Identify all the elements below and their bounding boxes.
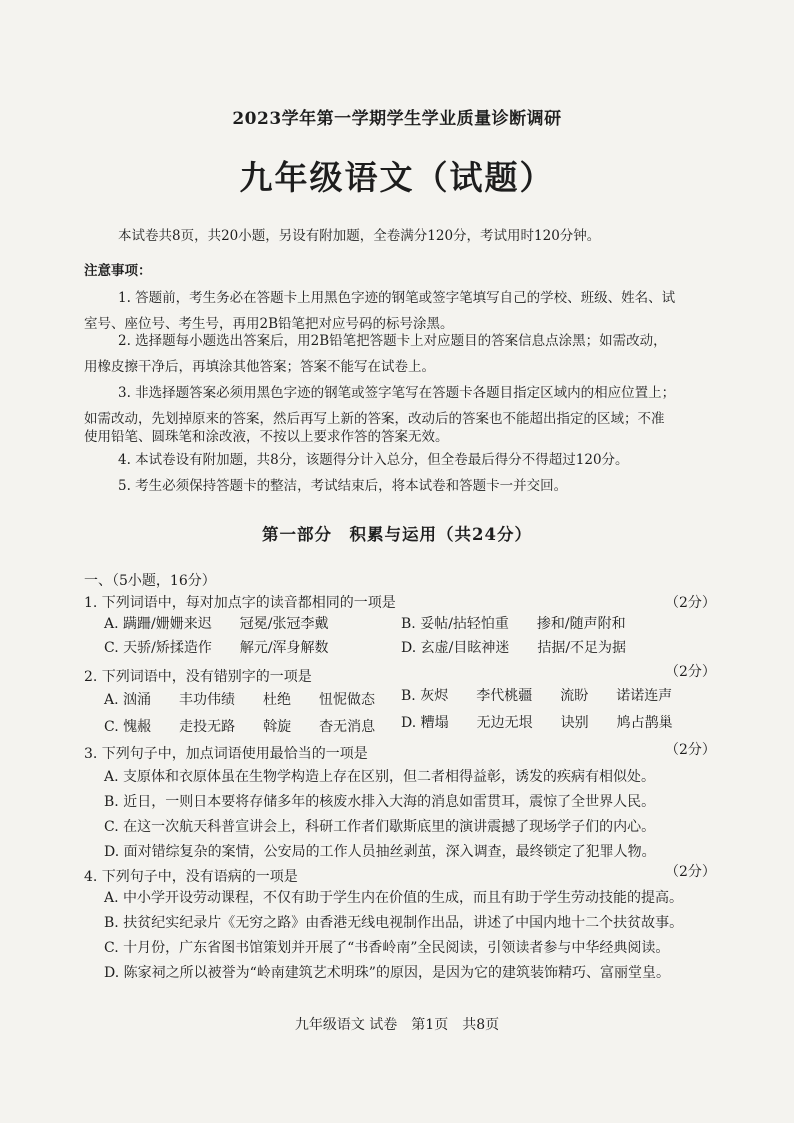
notice-line: 用橡皮擦干净后，再填涂其他答案；答案不能写在试卷上。 (84, 359, 435, 375)
notice-line: 3. 非选择题答案必须用黑色字迹的钢笔或签字笔写在答题卡各题目指定区域内的相应位置上； (118, 385, 676, 401)
notice-line: 5. 考生必须保持答题卡的整洁，考试结束后，将本试卷和答题卡一并交回。 (118, 478, 568, 494)
option-c: C. 十月份，广东省图书馆策划并开展了“书香岭南”全民阅读，引领读者参与中华经典阅读。 (104, 940, 670, 956)
exam-subtitle: 2023学年第一学期学生学业质量诊断调研 (232, 109, 562, 129)
exam-intro: 本试卷共8页，共20小题，另设有附加题，全卷满分120分，考试用时120分钟。 (118, 228, 601, 244)
option-d: D. 面对错综复杂的案情，公安局的工作人员抽丝剥茧，深入调查，最终锁定了犯罪人物。 (104, 844, 656, 860)
option-a: A. 支原体和衣原体虽在生物学构造上存在区别，但二者相得益彰，诱发的疾病有相似处。 (104, 769, 656, 785)
part-header: 一、（5小题，16分） (84, 573, 216, 589)
option-a: A. 汹涌 丰功伟绩 杜绝 忸怩做态 (104, 692, 376, 708)
option-c: C. 在这一次航天科普宣讲会上，科研工作者们歇斯底里的演讲震撼了现场学子们的内心。 (104, 819, 656, 835)
option-d: D. 陈家祠之所以被誉为“岭南建筑艺术明珠”的原因，是因为它的建筑装饰精巧、富丽堂皇。 (104, 965, 670, 981)
option-b: B. 扶贫纪实纪录片《无穷之路》由香港无线电视制作出品，讲述了中国内地十二个扶贫故事。 (104, 915, 684, 931)
notice-line: 室号、座位号、考生号，再用2B铅笔把对应号码的标号涂黑。 (84, 316, 454, 332)
notice-line: 1. 答题前，考生务必在答题卡上用黑色字迹的钢笔或签字笔填写自己的学校、班级、姓名、试 (118, 290, 676, 306)
question-stem: 2. 下列词语中，没有错别字的一项是 (84, 669, 312, 685)
page-footer: 九年级语文 试卷 第1页 共8页 (294, 1017, 500, 1033)
notice-line: 如需改动，先划掉原来的答案，然后再写上新的答案，改动后的答案也不能超出指定的区域；不准 (84, 411, 665, 427)
notice-heading: 注意事项： (84, 263, 152, 279)
question-score: （2分） (665, 864, 716, 880)
option-d: D. 玄虚/目眩神迷 拮据/不足为据 (401, 640, 627, 656)
question-stem: 3. 下列句子中，加点词语使用最恰当的一项是 (84, 746, 368, 762)
question-stem: 1. 下列词语中，每对加点字的读音都相同的一项是 (84, 595, 396, 611)
option-b: B. 妥帖/拈轻怕重 掺和/随声附和 (401, 616, 626, 632)
question-stem: 4. 下列句子中，没有语病的一项是 (84, 869, 298, 885)
option-c: C. 愧赧 走投无路 斡旋 杳无消息 (104, 719, 376, 735)
section-title: 第一部分 积累与运用（共24分） (262, 525, 532, 544)
question-score: （2分） (665, 742, 716, 758)
option-a: A. 蹒跚/姗姗来迟 冠冕/张冠李戴 (104, 616, 329, 632)
option-b: B. 灰烬 李代桃疆 流盼 诺诺连声 (401, 688, 673, 704)
option-a: A. 中小学开设劳动课程，不仅有助于学生内在价值的生成，而且有助于学生劳动技能的提高。 (104, 890, 684, 906)
question-score: （2分） (665, 664, 716, 680)
question-score: （2分） (665, 595, 716, 611)
notice-line: 使用铅笔、圆珠笔和涂改液，不按以上要求作答的答案无效。 (84, 429, 449, 445)
option-b: B. 近日，一则日本要将存储多年的核废水排入大海的消息如雷贯耳，震惊了全世界人民。 (104, 794, 656, 810)
option-c: C. 天骄/矫揉造作 解元/浑身解数 (104, 640, 329, 656)
exam-title: 九年级语文（试题） (239, 158, 555, 197)
notice-line: 2. 选择题每小题选出答案后，用2B铅笔把答题卡上对应题目的答案信息点涂黑；如需改动， (118, 333, 667, 349)
option-d: D. 糟塌 无边无垠 诀别 鸠占鹊巢 (401, 715, 673, 731)
notice-line: 4. 本试卷设有附加题，共8分，该题得分计入总分，但全卷最后得分不得超过120分。 (118, 452, 629, 468)
